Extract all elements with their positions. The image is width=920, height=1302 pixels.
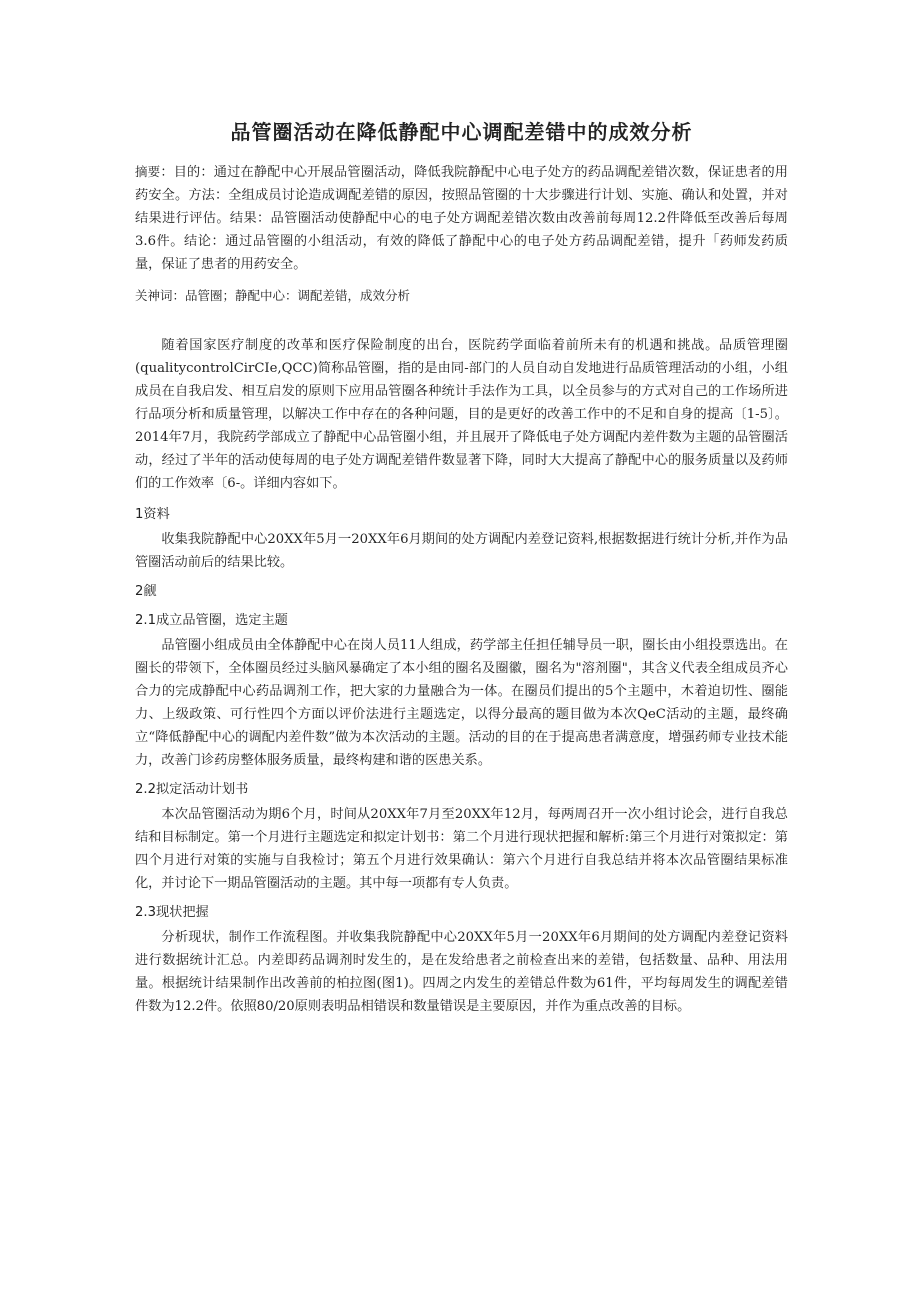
abstract-label: 摘要 [135, 164, 161, 179]
section-body-2-3: 分析现状，制作工作流程图。并收集我院静配中心20XX年5月一20XX年6月期间的处方调配内差登记资料进行数据统计汇总。内差即药品调剂时发生的，是在发给患者之前检查出来的差错，包括数量、品种、用法用量。根据统计结果制作出改善前的柏拉图(图1)。四周之内发生的差错总件数为61件，平均每周发生的调配差错件数为12.2件。依照80/20原则表明品相错误和数量错误是主要原因，并作为重点改善的目标。 [135, 930, 788, 1014]
section-body-2-2: 本次品管圈活动为期6个月，时间从20XX年7月至20XX年12月，每两周召开一次小组讨论会，进行自我总结和目标制定。第一个月进行主题选定和拟定计划书：第二个月进行现状把握和解析:第三个月进行对策拟定：第四个月进行对策的实施与自我检讨；第五个月进行效果确认：第六个月进行自我总结并将本次品管圈结果标准化，并讨论下一期品管圈活动的主题。其中每一项都有专人负责。 [135, 807, 788, 891]
article [135, 118, 788, 1018]
keywords [135, 284, 788, 308]
abstract-separator: ： [160, 165, 174, 180]
section-body-1: 收集我院静配中心20XX年5月一20XX年6月期间的处方调配内差登记资料,根据数据进行统计分析,并作为品管圈活动前后的结果比较。 [135, 532, 788, 570]
section-body-2-1: 品管圈小组成员由全体静配中心在岗人员11人组成，药学部主任担任辅导员一职，圈长由小组投票选出。在圈长的带领下，全体圈员经过头脑风暴确定了本小组的圈名及圈徽，圈名为"溶剂圈"，其含义代表全组成员齐心合力的完成静配中心药品调剂工作，把大家的力量融合为一体。在圈员们提出的5个主题中，木着迫切性、圈能力、上级政策、可行性四个方面以评价法进行主题选定，以得分最高的题目做为本次QeC活动的主题，最终确立“降低静配中心的调配内差件数”做为本次活动的主题。活动的目的在于提高患者满意度，增强药师专业技术能力，改善门诊药房整体服务质量，最终构建和谐的医患关系。 [135, 638, 788, 768]
section-heading-1: 1资料 [135, 507, 170, 522]
keywords-text: ：品管圈；静配中心：调配差错，成效分析 [172, 288, 411, 303]
abstract-text: 目的：通过在静配中心开展品管圈活动，降低我院静配中心电子处方的药品调配差错次数，保证患者的用药安全。方法：全组成员讨论造成调配差错的原因，按照品管圈的十大步骤进行计划、实施、确认和处置，并对结果进行评估。结果：品管圈活动使静配中心的电子处方调配差错次数由改善前每周12.2件降低至改善后每周3.6件。结论：通过品管圈的小组活动，有效的降低了静配中心的电子处方药品调配差错，提升「药师发药质量，保证了患者的用药安全。 [135, 165, 788, 272]
intro-paragraph: 随着国家医疗制度的改革和医疗保险制度的出台，医院药学面临着前所未有的机遇和挑战。品质管理圈(qualitycontrolCirCIe,QCC)简称品管圈，指的是由同-部门的人员自动自发地进行品质管理活动的小组，小组成员在自我启发、相互启发的原则下应用品管圈各种统计手法作为工具，以全员参与的方式对自己的工作场所进行品项分析和质量管理，以解决工作中存在的各种问题，目的是更好的改善工作中的不足和自身的提高〔1-5〕。2014年7月，我院药学部成立了静配中心品管圈小组，并且展开了降低电子处方调配内差件数为主题的品管圈活动，经过了半年的活动使每周的电子处方调配差错件数显著下降，同时大大提高了静配中心的服务质量以及药师们的工作效率〔6-。详细内容如下。 [135, 338, 788, 491]
section-heading-2-3: 2.3现状把握 [135, 905, 209, 920]
abstract [135, 160, 788, 276]
section-heading-2-1: 2.1成立品管圈，选定主题 [135, 613, 288, 628]
keywords-label: 关神词 [135, 288, 173, 303]
section-heading-2-2: 2.2拟定活动计划书 [135, 782, 249, 797]
article-title: 品管圈活动在降低静配中心调配差错中的成效分析 [230, 120, 693, 144]
section-heading-2: 2觎 [135, 584, 157, 599]
